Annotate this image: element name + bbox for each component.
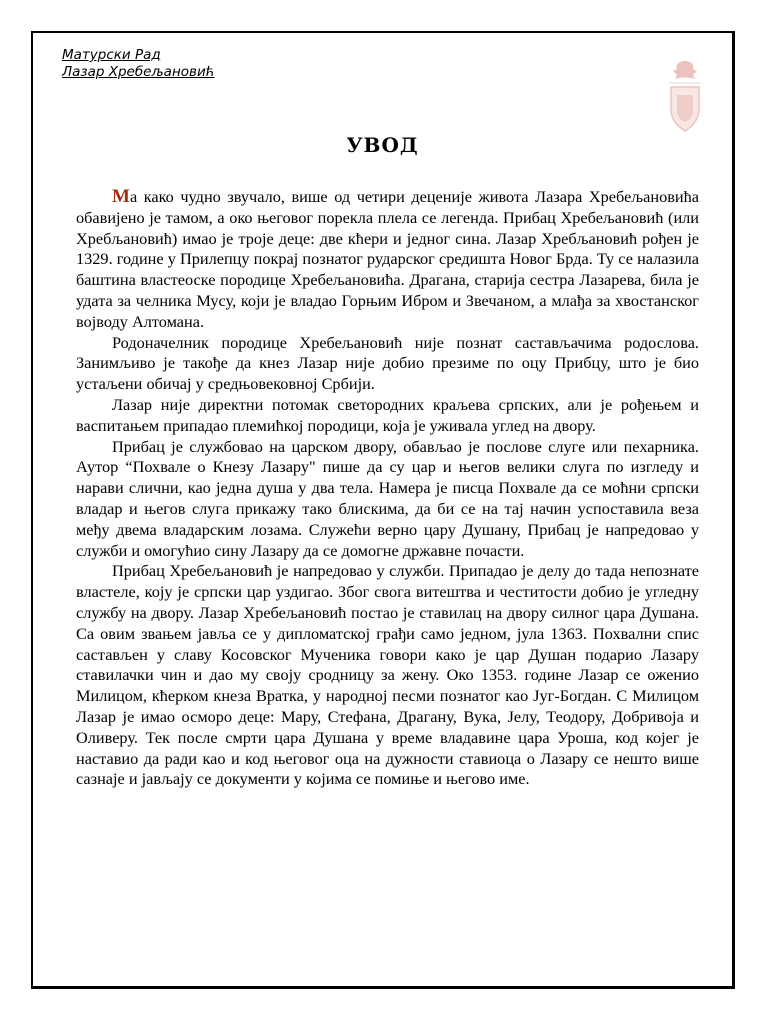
paragraph: Лазар није директни потомак светородних краљева српских, али је рођењем и васпитањем припадао племићкој породици, која је уживала углед на двору. [76,394,699,435]
paragraph: Прибац је службовао на царском двору, обављао је послове слуге или пехарника. Аутор “Похвале о Кнезу Лазару" пише да су цар и његов велики слуга по изгледу и нарави слични, као једна душа у два тела. Намера је писца Похвале да се моћни српски владар и његов слуга прикажу тако блискима, да би се на тај начин успоставила веза међу двема владарским лозама. Служећи верно цару Душану, Прибац је напредовао у служби и омогућио сину Лазару да се домогне државне почасти. [76,436,699,560]
document-page [31,31,735,989]
body-text [76,187,699,790]
paragraph: Ма како чудно звучало, више од четири деценије живота Лазара Хребељановића обавијено је тамом, а око његовог порекла плела се легенда. Прибац Хребељановић (или Хребљановић) имао је троје деце: две кћери и једног сина. Лазар Хребљановић рођен је 1329. године у Прилепцу покрај познатог рударског средишта Новог Брда. Ту се налазила баштина властеоске породице Хребељановића. Драгана, старија сестра Лазарева, била је удата за челника Мусу, који је владао Горњим Ибром и Звечаном, а млађа за хвостанског војводу Алтомана. [76,186,699,331]
coat-of-arms-icon [665,57,705,137]
paragraph: Родоначелник породице Хребељановић није познат састављачима родослова. Занимљиво је такође да кнез Лазар није добио презиме по оцу Прибцу, што је био устаљени обичај у средњовековној Србији. [76,332,699,394]
paragraph: Прибац Хребељановић је напредовао у служби. Припадао је делу до тада непознате властеле, коју је српски цар уздигао. Због свога витештва и честитости добио је угледну службу на двору. Лазар Хребељановић постао је ставилац на двору силног цара Душана. Са овим звањем јавља се у дипломатској грађи само једном, јула 1363. Похвални спис састављен у славу Косовског Мученика говори како је цар Душан подарио Лазару ставилачки чин и дао му своју сродницу за жену. Око 1353. године Лазар се оженио Милицом, кћерком кнеза Вратка, у народној песми познатог као Југ-Богдан. С Милицом Лазар је имао осморо деце: Мару, Стефана, Драгану, Вука, Јелу, Теодору, Добривоја и Оливеру. Тек после смрти цара Душана у време владавине цара Уроша, код којег је наставио да ради као и код његовог оца на дужности ставиоца о Лазару се нешто више сазнаје и јављају се документи у којима се помиње и његово име. [76,561,699,789]
header-line-2: Лазар Хребељановић [62,64,215,80]
page-header [62,47,215,81]
header-line-1: Матурски Рад [62,47,161,63]
drop-cap: М [112,186,130,207]
page-title: УВОД [346,133,419,157]
